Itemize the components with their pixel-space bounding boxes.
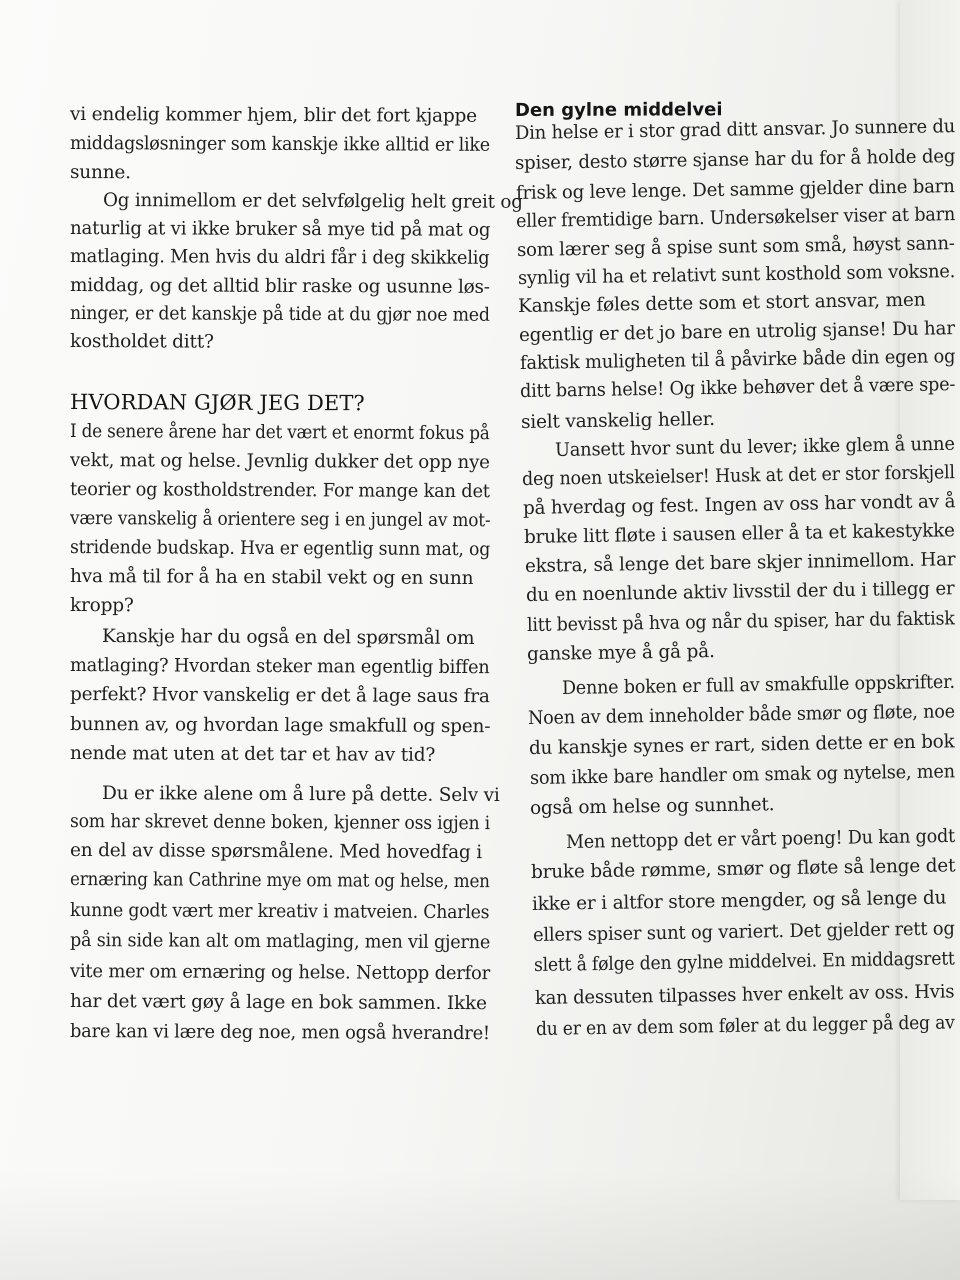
paragraph-line: en del av disse spørsmålene. Med hovedfag i (69, 840, 483, 864)
paragraph-line: Kanskje har du også en del spørsmål om (101, 626, 475, 649)
paragraph-line: bunnen av, og hvordan lage smakfull og spen- (69, 714, 491, 738)
paragraph-line: eller fremtidige barn. Undersøkelser viser at barn (515, 204, 956, 232)
paragraph-line: på sin side kan alt om matlaging, men vil gjerne (69, 930, 491, 954)
paragraph-line: kunne godt vært mer kreativ i matveien. Charles (69, 900, 490, 924)
paragraph-line: Noen av dem inneholder både smør og fløte, noe (527, 701, 956, 729)
paragraph-line: være vanskelig å orientere seg i en jungel av mot- (69, 508, 491, 532)
paragraph-line: vi endelig kommer hjem, blir det fort kjappe (69, 104, 477, 127)
paragraph-line: du kanskje synes er rart, siden dette er en bok (528, 731, 955, 759)
paragraph-line: nende mat uten at det tar et hav av tid? (69, 743, 436, 766)
paragraph-line: ikke er i altfor store mengder, og så lenge du (531, 887, 947, 915)
paragraph-line: du en noenlunde aktiv livsstil der du i tillegg er (525, 578, 955, 606)
paragraph-line: slett å følge den gylne middelvei. En middagsrett (533, 948, 955, 976)
paragraph-line: teorier og kostholdstrender. For mange kan det (69, 479, 490, 503)
paragraph-line: naturlig at vi ikke bruker så mye tid på mat og (69, 218, 491, 241)
paragraph-line: middag, og det alltid blir raske og usunne løs- (69, 275, 490, 298)
paragraph-line: også om helse og sunnhet. (529, 794, 775, 819)
paragraph-line: bare kan vi lære deg noe, men også hverandre! (69, 1021, 490, 1045)
paragraph-line: hva må til for å ha en stabil vekt og en sunn (69, 566, 474, 590)
paragraph-line: som ikke bare handler om smak og nytelse, men (529, 761, 956, 789)
paragraph-line: synlig vil ha et relativt sunt kosthold som voksne. (517, 261, 956, 289)
paragraph-line: Din helse er i stor grad ditt ansvar. Jo sunnere du (514, 116, 956, 144)
paragraph-line: ernæring kan Cathrine mye om mat og helse, men (69, 869, 490, 893)
paragraph-line: Og innimellom er det selvfølgelig helt greit og (102, 190, 523, 213)
paragraph-line: vekt, mat og helse. Jevnlig dukker det opp nye (69, 450, 490, 474)
paragraph-line: som har skrevet denne boken, kjenner oss igjen i (69, 811, 491, 835)
paragraph-line: Kanskje føles dette som et stort ansvar, men (517, 289, 926, 317)
paragraph-line: litt bevisst på hva og når du spiser, har du faktisk (526, 608, 955, 636)
paragraph-line: vite mer om ernæring og helse. Nettopp derfor (69, 961, 491, 985)
paragraph-line: ditt barns helse! Og ikke behøver det å være spe- (519, 374, 956, 402)
paragraph-line: middagsløsninger som kanskje ikke alltid er like (69, 133, 491, 156)
paragraph-line: har det vært gøy å lage en bok sammen. Ikke (69, 991, 487, 1015)
paragraph-line: I de senere årene har det vært et enormt fokus på (69, 421, 490, 445)
paragraph-line: matlaging. Men hvis du aldri får i deg skikkelig (69, 246, 490, 269)
paragraph-line: Du er ikke alene om å lure på dette. Selv vi (101, 783, 500, 807)
paragraph-line: kan dessuten tilpasses hver enkelt av oss. Hvis (534, 981, 955, 1009)
paragraph-line: perfekt? Hvor vanskelig er det å lage saus fra (69, 684, 490, 708)
paragraph-line: ninger, er det kanskje på tide at du gjør noe med (69, 303, 490, 326)
paragraph-line: Denne boken er full av smakfulle oppskrifter. (561, 671, 955, 699)
paragraph-line: sunne. (69, 162, 131, 184)
paragraph-line: ekstra, så lenge det bare skjer innimellom. Har (524, 549, 956, 577)
paragraph-line: kropp? (69, 595, 134, 617)
paragraph-line: deg noen utskeielser! Husk at det er stor forskjell (521, 462, 955, 490)
paragraph-line: frisk og leve lenge. Det samme gjelder dine barn (515, 176, 955, 204)
paragraph-line: Men nettopp det er vårt poeng! Du kan godt (565, 825, 956, 853)
paragraph-line: ganske mye å gå på. (526, 641, 715, 665)
paragraph-line: på hverdag og fest. Ingen av oss har vondt av å (522, 491, 956, 519)
paragraph-line: ellers spiser sunt og variert. Det gjelder rett og (532, 918, 955, 946)
paragraph-line: kostholdet ditt? (69, 331, 214, 353)
paragraph-line: sielt vanskelig heller. (520, 408, 716, 433)
paragraph-line: du er en av dem som føler at du legger på deg av (535, 1012, 955, 1040)
paragraph-line: matlaging? Hvordan steker man egentlig biffen (69, 655, 490, 679)
paragraph-line: spiser, desto større sjanse har du for å holde deg (514, 146, 956, 174)
paragraph-line: bruke litt fløte i sausen eller å ta et kakestykke (523, 520, 955, 548)
paragraph-line: bruke både rømme, smør og fløte så lenge det (530, 855, 956, 883)
paragraph-line: som lærer seg å spise sunt som små, høyst sann- (516, 233, 955, 261)
paragraph-line: egentlig er det jo bare en utrolig sjanse! Du har (518, 318, 956, 346)
paragraph-line: stridende budskap. Hva er egentlig sunn mat, og (69, 537, 491, 561)
section-subheading: Den gylne middelvei (514, 99, 723, 121)
paragraph-line: faktisk muligheten til å påvirke både din egen og (519, 346, 956, 374)
paragraph-line: Uansett hvor sunt du lever; ikke glem å unne (554, 433, 955, 461)
section-heading: HVORDAN GJØR JEG DET? (69, 390, 365, 416)
